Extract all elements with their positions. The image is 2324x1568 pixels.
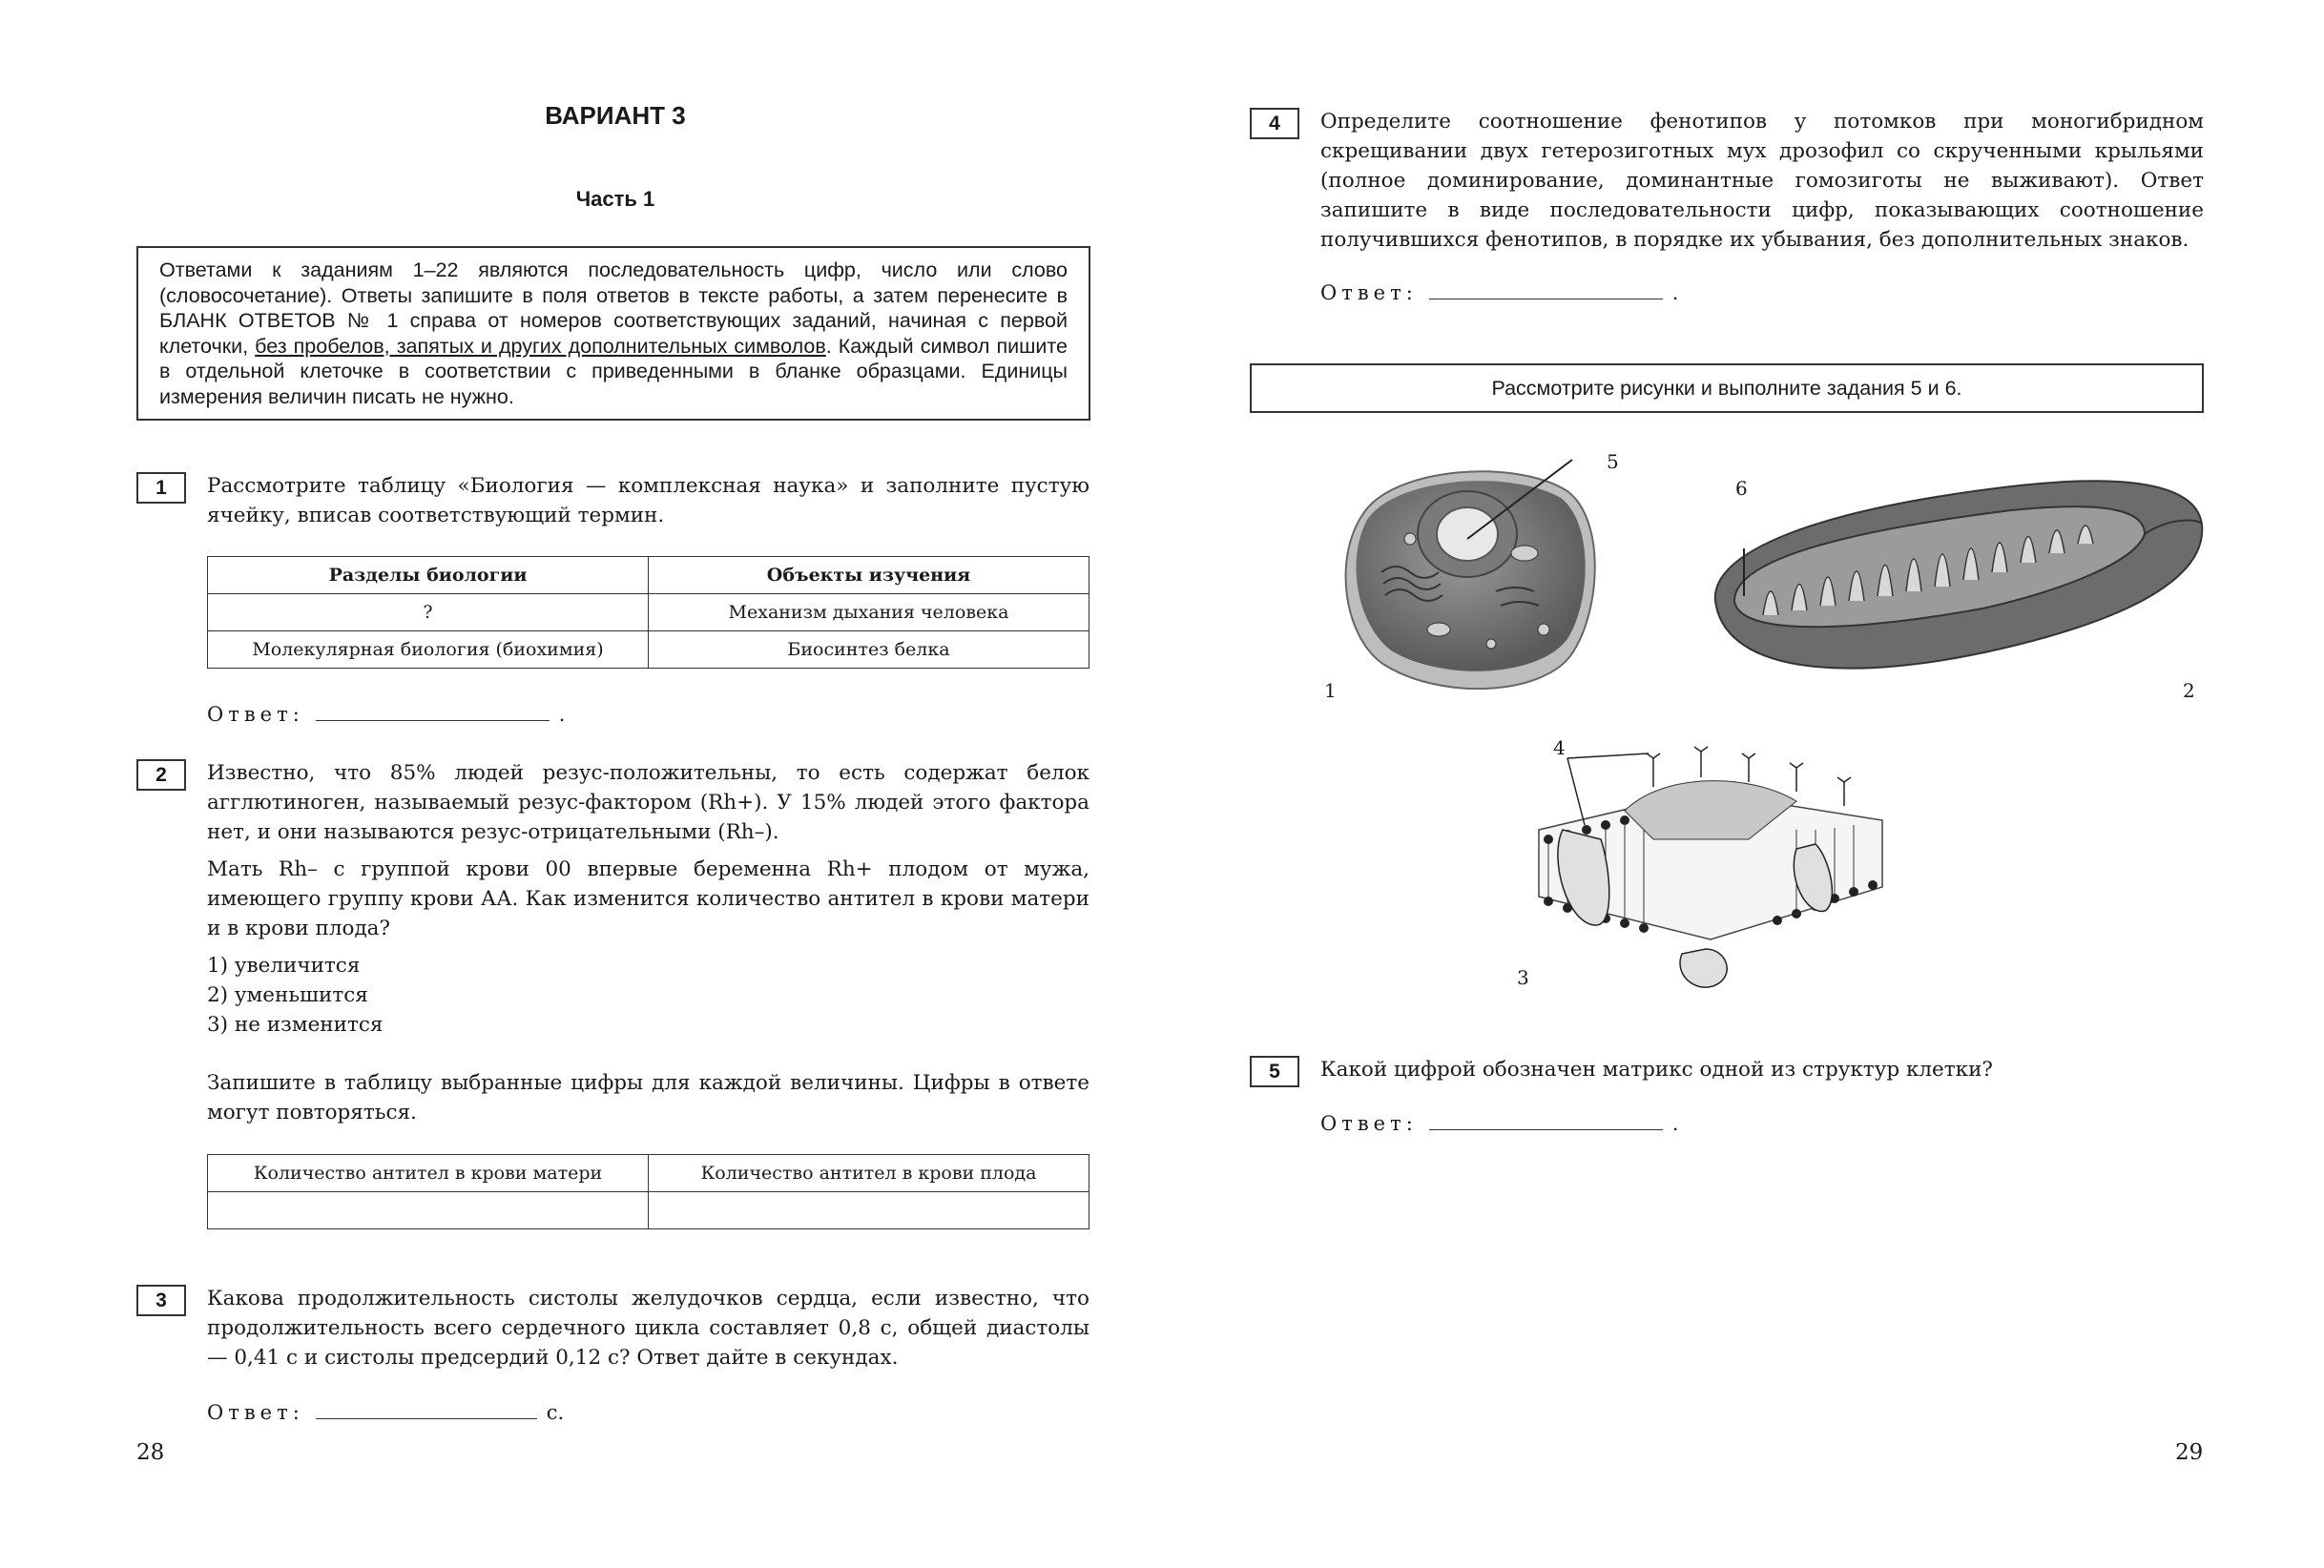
question-2-text [207,758,1089,1040]
answer-field[interactable] [316,699,550,721]
table-header: Количество антител в крови плода [649,1155,1089,1192]
table-cell: Молекулярная биология (биохимия) [208,631,649,669]
instructions-text-2: . Каждый символ пишите в отдельной клеточке в соответствии с приведенными в бланке образцами. Единицы измерения величин писать не нужно. [159,334,1068,408]
nucleus-pointer-line [1429,448,1582,553]
table-cell: Биосинтез белка [649,631,1089,669]
label-5: 5 [1607,450,1619,473]
table-cell: ? [208,594,649,631]
answer-suffix: . [1671,1112,1679,1135]
question-5-answer [1320,1108,1678,1135]
answer-cell-fetus[interactable] [649,1192,1089,1229]
question-1-number: 1 [136,472,186,504]
answer-label: Ответ: [207,703,304,726]
answer-label: Ответ: [207,1401,304,1424]
label-6: 6 [1735,477,1748,500]
answer-suffix: . [558,703,566,726]
table-header: Количество антител в крови матери [208,1155,649,1192]
answer-field[interactable] [1429,278,1663,299]
answer-label: Ответ: [1320,281,1418,304]
answer-field[interactable] [316,1397,537,1419]
answer-suffix: с. [546,1401,565,1424]
question-1-table [207,556,1089,669]
answer-suffix: . [1671,281,1679,304]
question-4-number: 4 [1250,108,1299,139]
question-5-number: 5 [1250,1056,1299,1087]
page-number: 28 [136,1440,165,1465]
table-row [208,594,1089,631]
table-header: Объекты изучения [649,557,1089,594]
instructions-underlined: без пробелов, запятых и других дополнительных символов [255,334,826,358]
question-4-text: Определите соотношение фенотипов у потомков при моногибридном скрещивании двух гетерозиготных мух дрозофил со скрученными крыльями (полное доминирование, доминантные гомозиготы не выживают). Ответ запишите в виде последовательности цифр, показывающих соотношение получившихся фенотипов, в порядке их убывания, без дополнительных знаков. [1320,110,2204,252]
instructions-box [136,246,1090,421]
question-2-number: 2 [136,759,186,791]
table-row [208,631,1089,669]
table-header: Разделы биологии [208,557,649,594]
label-2: 2 [2183,679,2195,702]
label-3: 3 [1517,966,1529,989]
answer-cell-mother[interactable] [208,1192,649,1229]
question-4-answer [1320,278,1678,304]
answer-label: Ответ: [1320,1112,1418,1135]
membrane-illustration [1510,734,1911,1001]
question-3-text: Какова продолжительность систолы желудочков сердца, если известно, что продолжительность всего сердечного цикла составляет 0,8 с, общей диастолы — 0,41 с и систолы предсердий 0,12 с? Ответ дайте в секундах. [207,1287,1089,1370]
question-2-table [207,1154,1089,1229]
label-1: 1 [1324,679,1337,702]
part-title: Часть 1 [575,187,655,211]
instructions-text-1: Ответами к заданиям 1–22 являются последовательность цифр, число или слово (словосочетание). Ответы запишите в поля ответов в тексте работы, а затем перенесите в БЛАНК ОТВЕТОВ № 1 справа от номеров соответствующих заданий, начиная с первой клеточки, [159,258,1068,358]
label-4: 4 [1553,736,1566,759]
question-3-number: 3 [136,1285,186,1316]
option-item: 2) уменьшится [207,983,368,1007]
question-5-text: Какой цифрой обозначен матрикс одной из структур клетки? [1320,1058,1993,1082]
table-cell: Механизм дыхания человека [649,594,1089,631]
right-page [1162,0,2324,1568]
question-1-text: Рассмотрите таблицу «Биология — комплексная наука» и заполните пустую ячейку, вписав соответствующий термин. [207,474,1089,527]
option-item: 3) не изменится [207,1013,384,1037]
question-3-answer [207,1397,564,1424]
variant-title: ВАРИАНТ 3 [545,101,686,130]
question-2-instruction: Запишите в таблицу выбранные цифры для каждой величины. Цифры в ответе могут повторяться. [207,1071,1089,1124]
answer-field[interactable] [1429,1108,1663,1130]
figure-instruction-box: Рассмотрите рисунки и выполните задания 5 и 6. [1250,363,2204,413]
page-number: 29 [2175,1440,2204,1465]
question-2-paragraph-2: Мать Rh– с группой крови 00 впервые беременна Rh+ плодом от мужа, имеющего группу крови АА. Как изменится количество антител в крови матери и в крови плода? [207,857,1089,940]
question-1-answer [207,699,565,726]
question-2-options [207,951,1089,1040]
mitochondrion-illustration [1696,458,2240,691]
question-2-paragraph-1: Известно, что 85% людей резус-положительны, то есть содержат белок агглютиноген, называемый резус-фактором (Rh+). У 15% людей этого фактора нет, и они называются резус-отрицательными (Rh–). [207,761,1089,844]
option-item: 1) увеличится [207,954,361,978]
